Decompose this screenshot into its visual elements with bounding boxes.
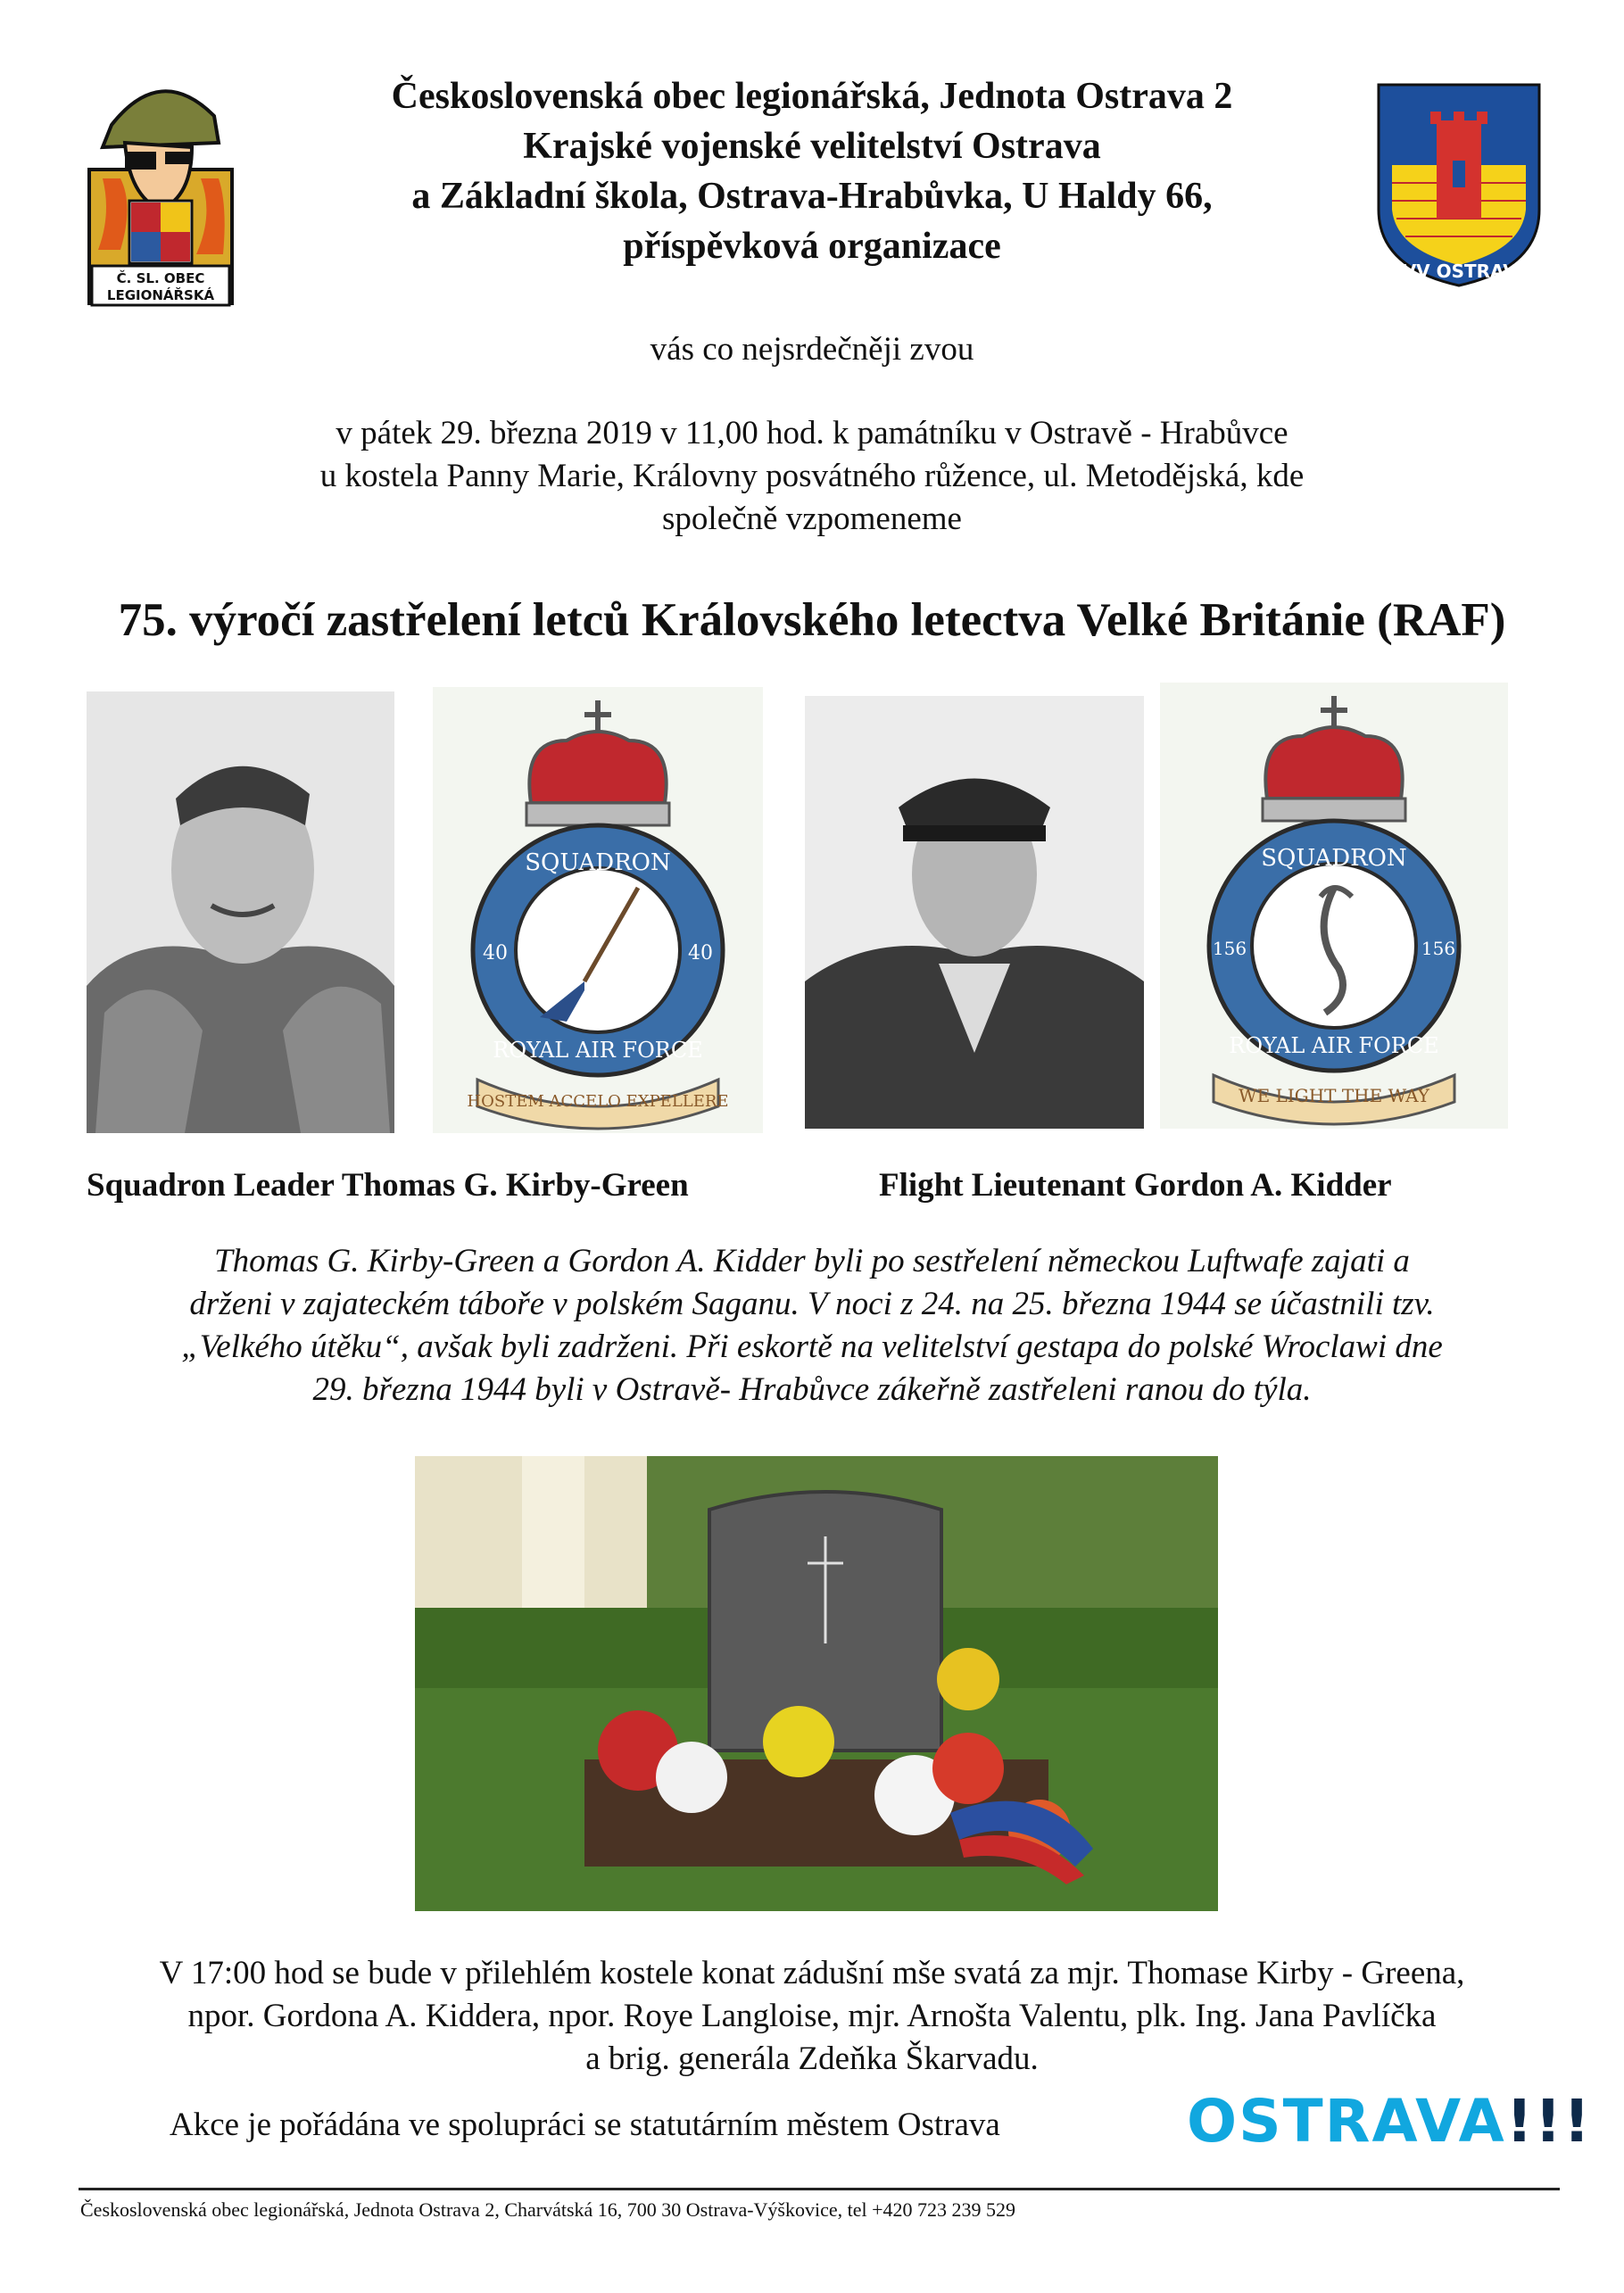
story-paragraph	[62, 1240, 1562, 1411]
caption-kirby-green: Squadron Leader Thomas G. Kirby-Green	[87, 1167, 689, 1204]
event-line-1: v pátek 29. března 2019 v 11,00 hod. k památníku v Ostravě - Hrabůvce	[336, 415, 1288, 451]
badge1-bottom: ROYAL AIR FORCE	[493, 1038, 703, 1063]
squadron-40-badge	[433, 687, 763, 1133]
mass-line-1: V 17:00 hod se bude v přilehlém kostele konat zádušní mše svatá za mjr. Thomase Kirby - Greena,	[159, 1955, 1465, 1991]
ostrava-logo-word: OSTRAVA	[1187, 2087, 1506, 2156]
kidder-portrait	[805, 696, 1144, 1129]
invitation-line: vás co nejsrdečněji zvou	[650, 331, 974, 368]
badge1-motto: HOSTEM ACCELO EXPELLERE	[467, 1092, 729, 1111]
main-title: 75. výročí zastřelení letců Královského letectva Velké Británie (RAF)	[118, 594, 1506, 646]
cooperation-note: Akce je pořádána ve spolupráci se statutárním městem Ostrava	[170, 2107, 1000, 2143]
badge1-number-left: 40	[483, 942, 508, 964]
badge2-motto: WE LIGHT THE WAY	[1239, 1085, 1429, 1106]
badge2-bottom: ROYAL AIR FORCE	[1229, 1033, 1439, 1058]
caption-kidder: Flight Lieutenant Gordon A. Kidder	[879, 1167, 1392, 1204]
story-line-1: Thomas G. Kirby-Green a Gordon A. Kidder byli po sestřelení německou Luftwafe zajati a	[214, 1243, 1410, 1279]
ostrava-city-logo	[1187, 2086, 1592, 2157]
footer-divider	[79, 2188, 1560, 2190]
memorial-mass-note	[0, 1952, 1624, 2081]
header-line-4: příspěvková organizace	[623, 226, 1001, 267]
story-line-3: „Velkého útěku“, avšak byli zadrženi. Při eskortě na velitelství gestapa do polské Wroclawi dne	[181, 1329, 1443, 1365]
badge2-top: SQUADRON	[1261, 845, 1407, 872]
badge1-number-right: 40	[688, 942, 713, 964]
organizers-header	[268, 71, 1356, 271]
ostrava-logo-exclamations: !!!	[1505, 2087, 1593, 2156]
squadron-156-badge	[1160, 683, 1508, 1129]
header-line-1: Československá obec legionářská, Jednota Ostrava 2	[391, 76, 1233, 117]
kvv-ostrava-logo	[1370, 76, 1548, 290]
event-line-2: u kostela Panny Marie, Královny posvátného růžence, ul. Metodějská, kde	[319, 458, 1305, 494]
story-line-4: 29. března 1944 byli v Ostravě- Hrabůvce zákeřně zastřeleni ranou do týla.	[312, 1371, 1312, 1408]
logo-right-text: KVV OSTRAVA	[1388, 261, 1529, 282]
story-line-2: drženi v zajateckém táboře v polském Saganu. V noci z 24. na 25. března 1944 se účastnili tzv.	[189, 1286, 1435, 1322]
event-details	[0, 412, 1624, 541]
logo-left-text-1: Č. SL. OBEC	[116, 270, 205, 286]
legionary-association-logo	[85, 62, 236, 312]
badge1-top: SQUADRON	[525, 849, 671, 876]
header-line-2: Krajské vojenské velitelství Ostrava	[523, 126, 1101, 167]
logo-left-text-2: LEGIONÁŘSKÁ	[106, 287, 215, 303]
kirby-green-portrait	[87, 691, 394, 1133]
event-line-3: společně vzpomeneme	[662, 501, 962, 537]
mass-line-2: npor. Gordona A. Kiddera, npor. Roye Langloise, mjr. Arnošta Valentu, plk. Ing. Jana Pavlíčka	[187, 1998, 1437, 2034]
mass-line-3: a brig. generála Zdeňka Škarvadu.	[585, 2041, 1039, 2077]
header-line-3: a Základní škola, Ostrava-Hrabůvka, U Haldy 66,	[411, 176, 1213, 217]
footer-contact: Československá obec legionářská, Jednota Ostrava 2, Charvátská 16, 700 30 Ostrava-Výškovice, tel +420 723 239 529	[80, 2198, 1016, 2221]
badge2-number-left: 156	[1212, 938, 1247, 959]
memorial-photo	[415, 1456, 1218, 1911]
badge2-number-right: 156	[1421, 938, 1456, 959]
